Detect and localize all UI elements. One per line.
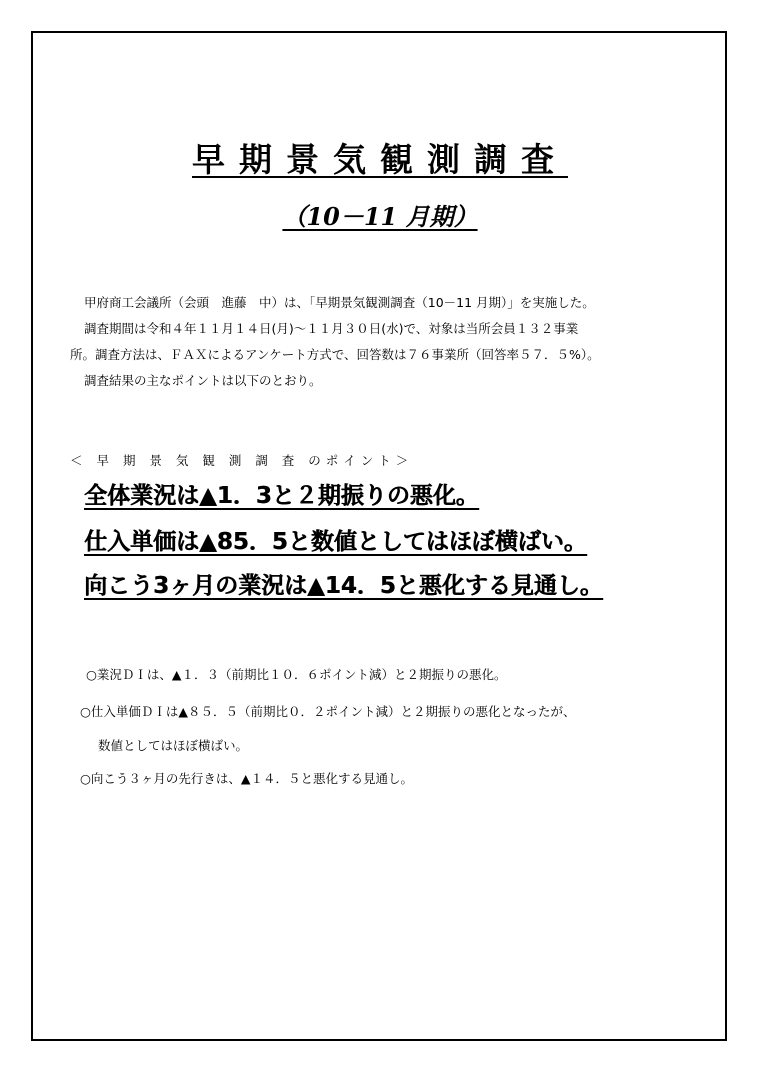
detail-item-business-di: ○業況ＤＩは、▲１．３（前期比１０．６ポイント減）と２期振りの悪化。 (86, 667, 507, 682)
intro-line-3: 所。調査方法は、ＦＡＸによるアンケート方式で、回答数は７６事業所（回答率５７．５%）。 (70, 347, 600, 362)
subtitle-text: （10－11 月期） (282, 202, 478, 231)
detail-item-purchase-di-cont: 数値としてはほぼ横ばい。 (98, 738, 249, 753)
detail-item-outlook: ○向こう３ヶ月の先行きは、▲１４．５と悪化する見通し。 (80, 771, 414, 786)
page-title (0, 138, 760, 182)
intro-line-2: 調査期間は令和４年１１月１４日(月)～１１月３０日(水)で、対象は当所会員１３２事業 (84, 321, 579, 336)
intro-line-1: 甲府商工会議所（会頭 進藤 中）は、「早期景気観測調査（10－11 月期）」を実施した。 (84, 295, 595, 310)
intro-paragraph (70, 290, 700, 394)
page-subtitle (0, 200, 760, 234)
highlight-outlook: 向こう3ヶ月の業況は▲14．5と悪化する見通し。 (84, 573, 603, 599)
detail-item-purchase-di: ○仕入単価ＤＩは▲８５．５（前期比０．２ポイント減）と２期振りの悪化となったが、 (80, 704, 576, 719)
points-heading: ＜ 早 期 景 気 観 測 調 査 のポイント＞ (70, 453, 414, 468)
highlight-purchase-price: 仕入単価は▲85．5と数値としてはほぼ横ばい。 (84, 529, 587, 555)
intro-line-4: 調査結果の主なポイントは以下のとおり。 (84, 373, 322, 388)
title-text: 早期景気観測調査 (192, 140, 568, 179)
highlight-overall-business: 全体業況は▲1．3と２期振りの悪化。 (84, 483, 479, 509)
